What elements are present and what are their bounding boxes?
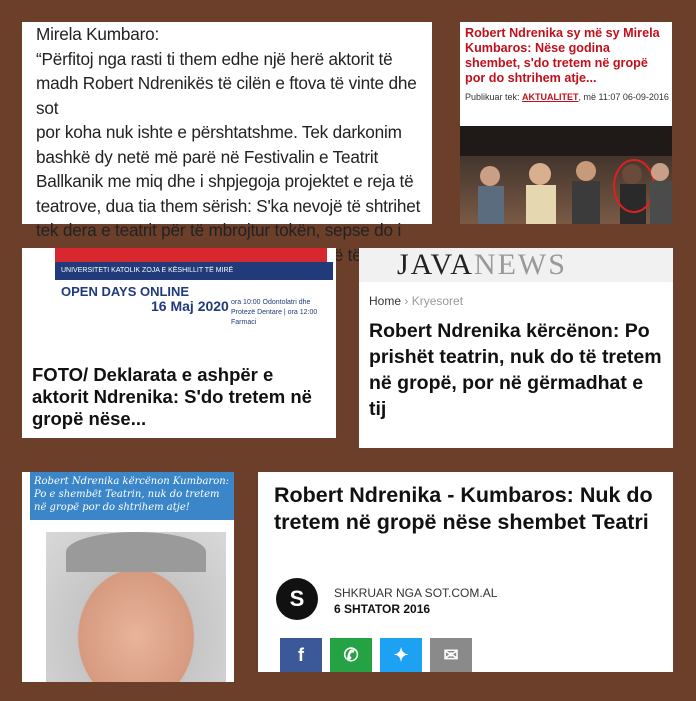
quote-line: “Përfitoj nga rasti ti them edhe një herë aktorit të xyxy=(36,48,393,69)
portrait-hair xyxy=(66,532,206,572)
portrait-caption[interactable]: Robert Ndrenika kërcënon Kumbaron: Po e shembët Teatrin, nuk do tretem në gropë por do shtrihem atje! xyxy=(30,472,234,520)
banner-info: ora 10:00 Odontolatri dhe Protezë Dentare | ora 12:00 Farmaci xyxy=(231,299,318,326)
whatsapp-share-button[interactable] xyxy=(330,638,372,672)
whatsapp-icon: ✆ xyxy=(343,645,359,665)
article-meta xyxy=(460,86,672,102)
article-card-portrait[interactable] xyxy=(22,472,234,682)
banner-strip: UNIVERSITETI KATOLIK ZOJA E KËSHILLIT TË MIRË xyxy=(55,262,333,280)
article-headline[interactable]: Robert Ndrenika kërcënon: Po prishët teatrin, nuk do të tretem në gropë, por në gërmadhat e tij xyxy=(369,320,662,420)
article-card-aktualitet[interactable] xyxy=(460,22,672,224)
quote-line: por koha nuk ishte e përshtatshme. Tek darkonim xyxy=(36,122,402,142)
quote-line: Ballkanik me miq dhe i shpjegoja projektet e reja të xyxy=(36,171,414,191)
quote-line: tek dera e teatrit për të mbrojtur tokën, sepse do i xyxy=(36,220,402,240)
quote-line: të të xyxy=(329,244,362,265)
author-byline[interactable]: SHKRUAR NGA SOT.COM.AL xyxy=(334,586,498,600)
article-headline[interactable]: Robert Ndrenika - Kumbaros: Nuk do tretem në gropë nëse shembet Teatri xyxy=(274,483,653,534)
breadcrumb-category[interactable]: Kryesoret xyxy=(411,294,464,308)
javanews-logo xyxy=(359,248,673,282)
email-share-button[interactable] xyxy=(430,638,472,672)
article-card-sot[interactable] xyxy=(258,472,673,672)
meta-prefix: Publikuar tek: xyxy=(465,92,520,102)
dinner-photo xyxy=(460,126,672,224)
article-headline[interactable]: Robert Ndrenika sy më sy Mirela Kumbaros: Nëse godina shembet, s'do tretem në gropë por do shtrihem atje... xyxy=(465,26,660,85)
quote-line: Mirela Kumbaro: xyxy=(36,24,160,44)
meta-time: , më 11:07 06-09-2016 xyxy=(578,92,669,102)
quote-line: bashkë dy netë më parë në Festivalin e Teatrit xyxy=(36,146,379,167)
dinner-photo-art xyxy=(460,126,672,224)
banner-top-stripe xyxy=(55,248,327,262)
quote-text xyxy=(22,22,432,267)
author-avatar: S xyxy=(276,578,318,620)
breadcrumb-separator: › xyxy=(404,294,409,308)
quote-panel xyxy=(22,22,432,265)
quote-line: teatrove, dua tia them sërish: S'ka nevojë të shtrihet xyxy=(36,195,421,216)
article-headline[interactable]: FOTO/ Deklarata e ashpër e aktorit Ndrenika: S'do tretem në gropë nëse... xyxy=(32,364,312,429)
logo-part-b: NEWS xyxy=(473,248,567,281)
facebook-share-button[interactable] xyxy=(280,638,322,672)
ad-banner[interactable] xyxy=(55,248,327,340)
banner-title: OPEN DAYS ONLINE xyxy=(61,284,190,299)
article-date: 6 SHTATOR 2016 xyxy=(334,602,431,616)
logo-part-a: JAVA xyxy=(397,248,474,281)
article-card-javanews[interactable] xyxy=(359,248,673,448)
quote-line: madh Robert Ndrenikës të cilën e ftova të vinte dhe sot xyxy=(36,73,417,118)
facebook-icon: f xyxy=(298,645,304,665)
category-link[interactable]: AKTUALITET xyxy=(522,92,579,102)
breadcrumb xyxy=(359,282,673,308)
article-card-foto[interactable] xyxy=(22,248,336,438)
twitter-icon: ✦ xyxy=(393,645,409,665)
breadcrumb-home[interactable]: Home xyxy=(369,294,402,308)
banner-date: 16 Maj 2020 xyxy=(151,298,229,314)
email-icon: ✉ xyxy=(443,645,459,665)
twitter-share-button[interactable] xyxy=(380,638,422,672)
